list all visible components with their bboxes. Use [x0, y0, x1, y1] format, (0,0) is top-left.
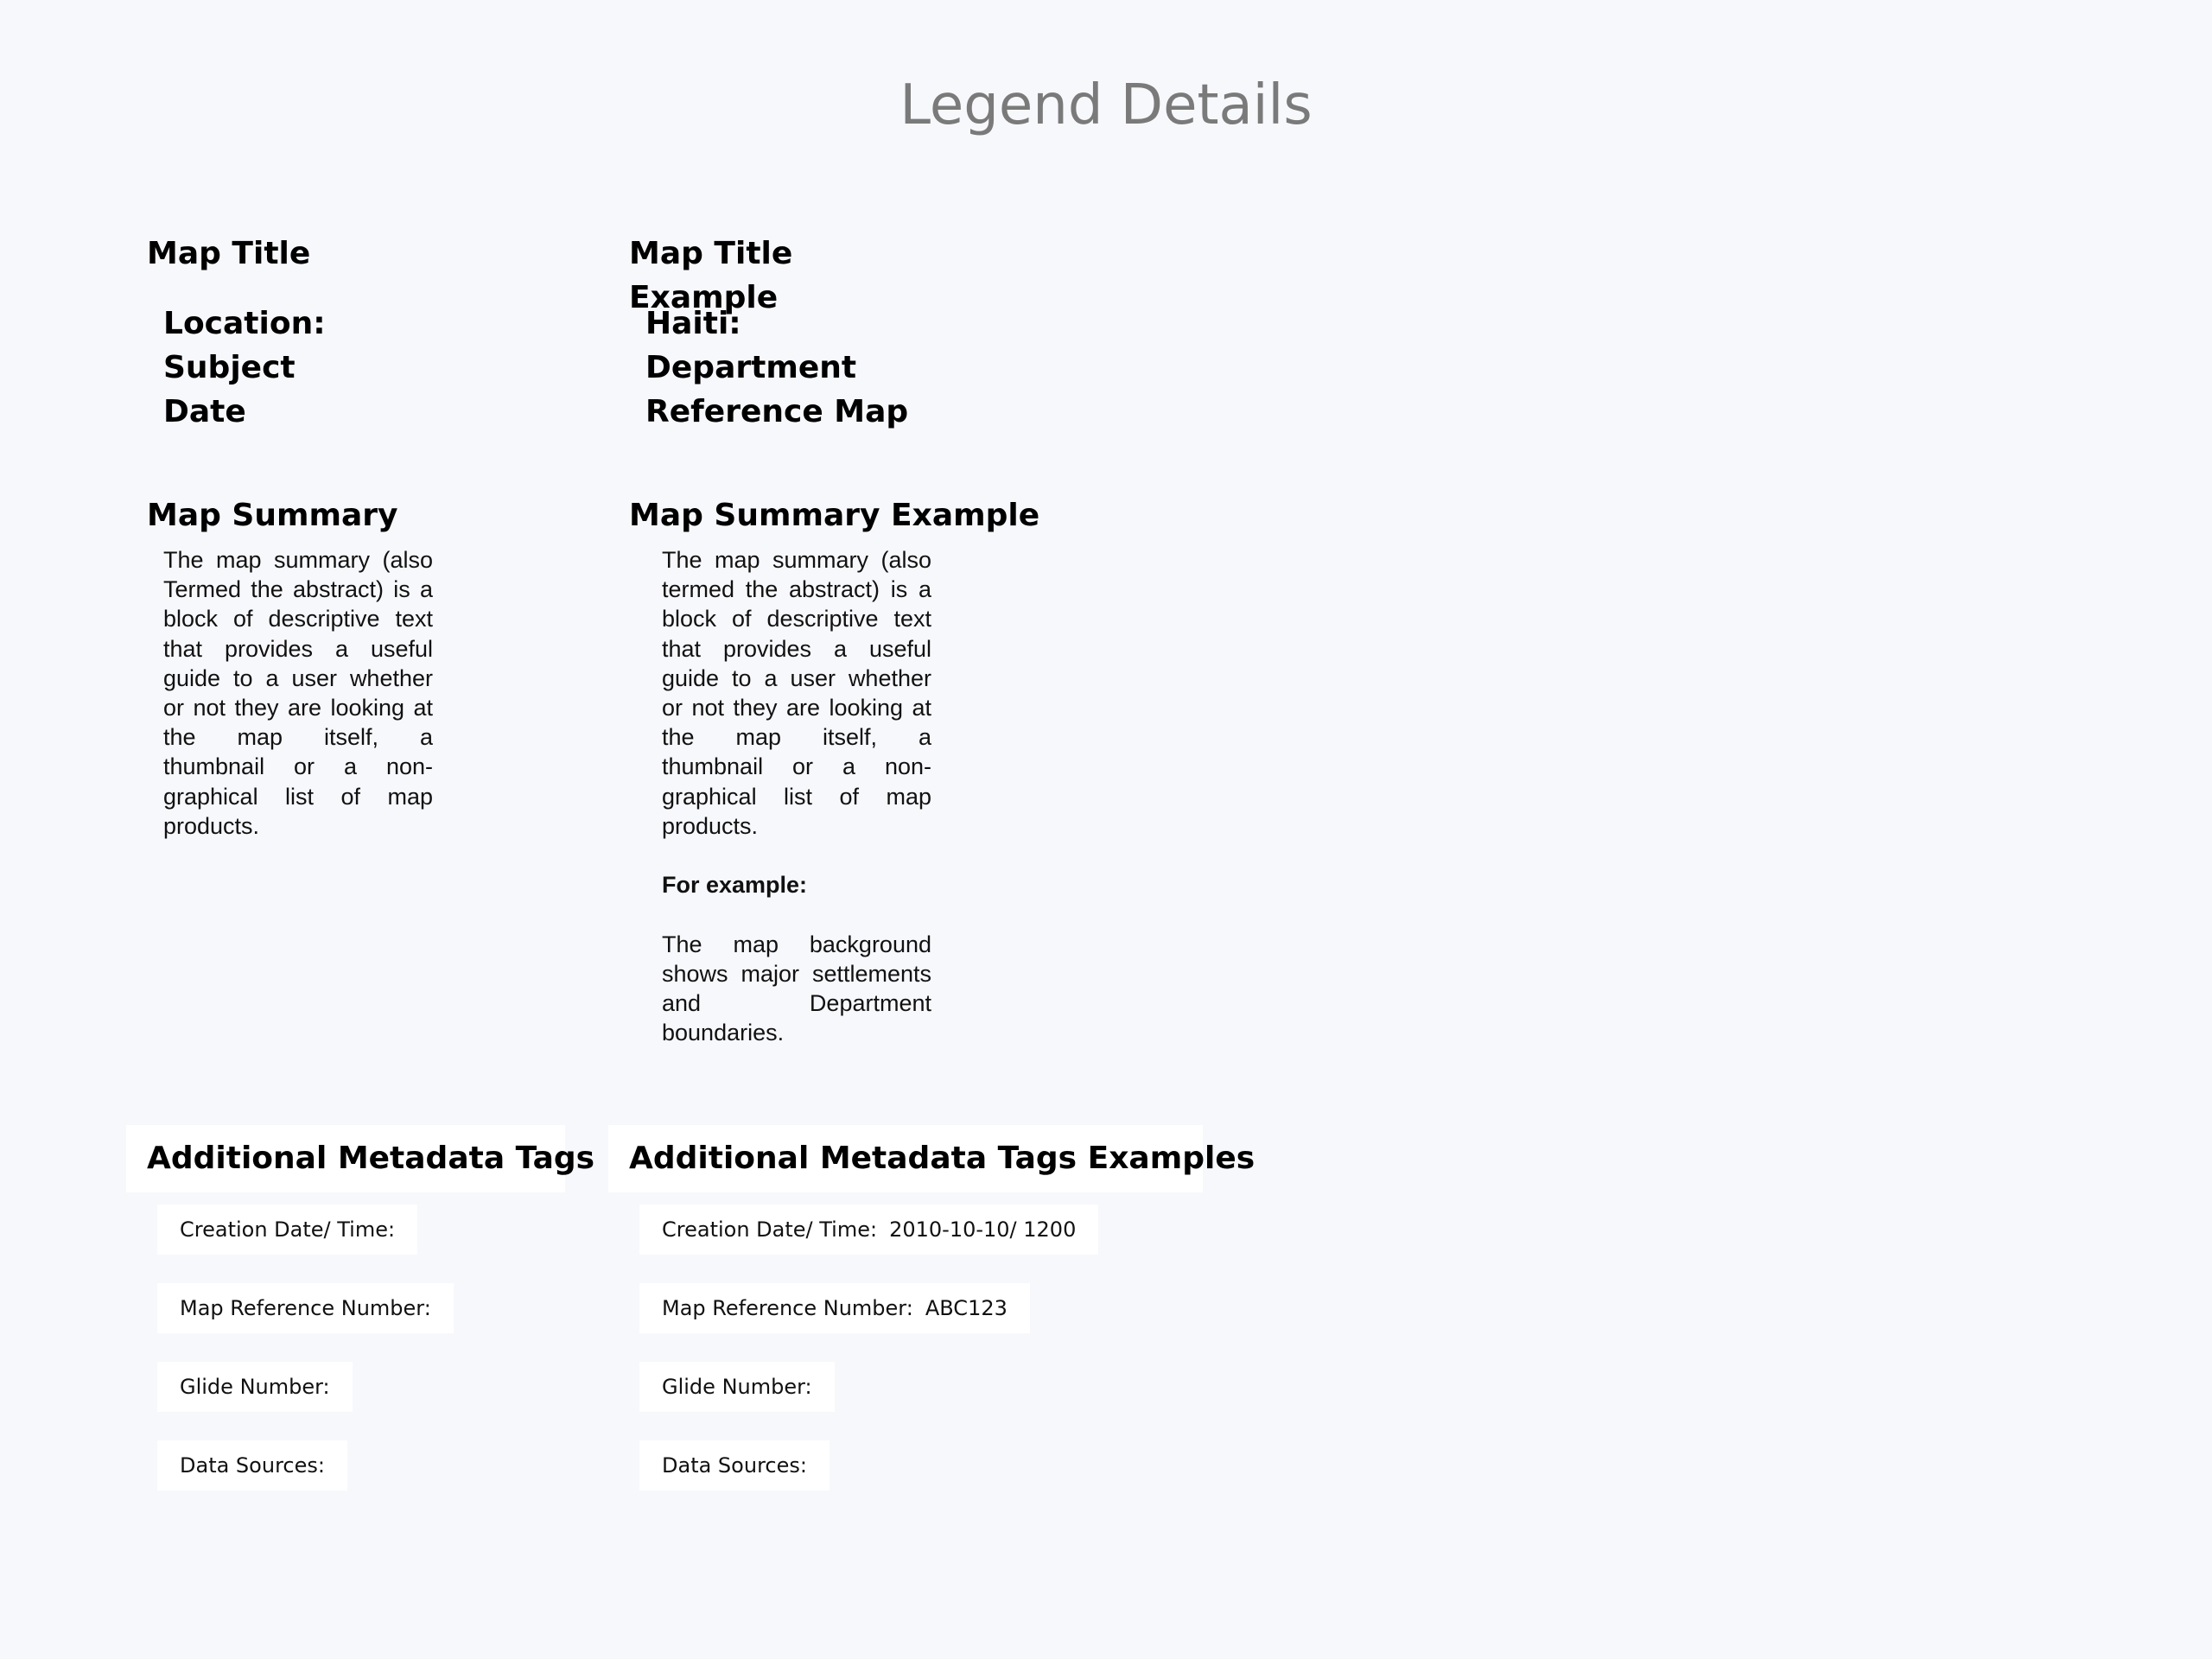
map-summary-example-heading: Map Summary Example: [629, 498, 1040, 533]
map-title-example-lines: [645, 302, 908, 434]
metadata-tag-data-sources: [157, 1440, 347, 1491]
map-title-example-location: Haiti:: [645, 306, 741, 341]
map-title-date: Date: [163, 394, 246, 429]
metadata-examples-heading: Additional Metadata Tags Examples: [629, 1141, 1255, 1176]
metadata-tag-creation-date: [157, 1205, 417, 1255]
map-summary-text: The map summary (also Termed the abstract) is a block of descriptive text that provides a useful guide to a user whether or not they are looking at the map itself, a thumbnail or a non-graphical list of map products.: [163, 547, 433, 839]
metadata-example-map-reference: [639, 1283, 1030, 1333]
metadata-example-label: Map Reference Number:: [662, 1296, 913, 1320]
map-title-location: Location:: [163, 306, 326, 341]
metadata-heading: Additional Metadata Tags: [147, 1141, 595, 1176]
metadata-tag-label: Glide Number:: [180, 1375, 330, 1399]
map-summary-example-text: The map summary (also termed the abstract) is a block of descriptive text that provides a useful guide to a user whether or not they are looking at the map itself, a thumbnail or a non-graphical list of map products.: [662, 547, 931, 839]
map-title-subject: Subject: [163, 350, 296, 385]
metadata-example-value: 2010-10-10/ 1200: [889, 1217, 1077, 1242]
map-summary-example-label: For example:: [662, 872, 808, 899]
map-summary-text-block: [163, 545, 433, 841]
page-title: Legend Details: [899, 73, 1313, 137]
map-title-example-heading: Map Title Example: [629, 236, 793, 315]
map-title-heading: Map Title: [147, 236, 311, 271]
map-title-lines: [163, 302, 326, 434]
metadata-tag-label: Data Sources:: [180, 1453, 325, 1478]
metadata-tag-label: Map Reference Number:: [180, 1296, 431, 1320]
map-title-example-subject: Department: [645, 350, 857, 385]
metadata-example-label: Creation Date/ Time:: [662, 1217, 878, 1242]
metadata-header-box: [126, 1125, 595, 1192]
map-summary-heading: Map Summary: [147, 498, 398, 533]
metadata-tag-map-reference: [157, 1283, 454, 1333]
metadata-examples-header-box: [608, 1125, 1255, 1192]
metadata-example-glide-number: [639, 1362, 835, 1412]
map-title-example-date: Reference Map: [645, 394, 909, 429]
metadata-tag-glide-number: [157, 1362, 353, 1412]
metadata-example-creation-date: [639, 1205, 1098, 1255]
map-summary-example-detail: The map background shows major settlements and Department boundaries.: [662, 931, 931, 1046]
metadata-tag-label: Creation Date/ Time:: [180, 1217, 396, 1242]
metadata-example-label: Data Sources:: [662, 1453, 807, 1478]
metadata-example-label: Glide Number:: [662, 1375, 812, 1399]
metadata-example-data-sources: [639, 1440, 830, 1491]
map-summary-example-text-block: [662, 545, 931, 1047]
metadata-example-value: ABC123: [925, 1296, 1007, 1320]
